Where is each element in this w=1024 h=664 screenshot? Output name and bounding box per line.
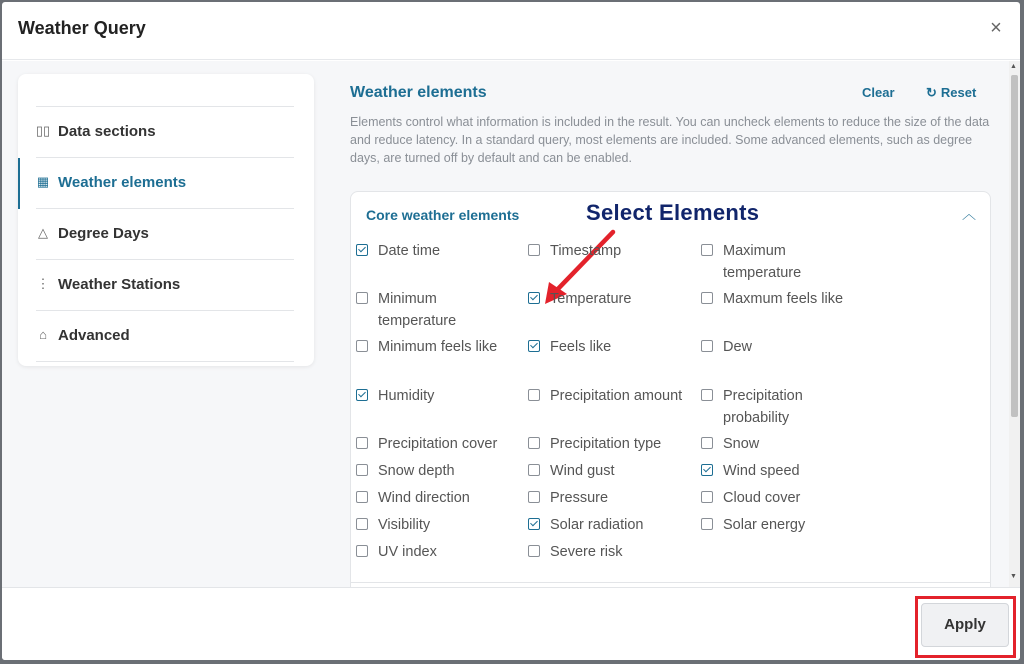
sidebar-item-label: Weather elements: [58, 174, 187, 191]
scroll-thumb[interactable]: [1011, 75, 1018, 417]
checkbox-unchecked-icon[interactable]: [701, 244, 713, 256]
sidebar-item-weather-elements[interactable]: [18, 158, 314, 209]
checkbox-unchecked-icon[interactable]: [356, 518, 368, 530]
chevron-up-icon[interactable]: ︿: [962, 206, 976, 222]
element-label: Wind gust: [550, 463, 615, 479]
sidebar: [18, 74, 314, 366]
clear-button[interactable]: Clear: [862, 85, 895, 100]
dialog-header: [2, 2, 1020, 60]
divider: [351, 582, 990, 583]
checkbox-checked-icon[interactable]: [701, 464, 713, 476]
sidebar-item-weather-stations[interactable]: [18, 260, 314, 311]
element-label: Precipitation amount: [550, 388, 683, 404]
checkbox-unchecked-icon[interactable]: [356, 491, 368, 503]
checkbox-unchecked-icon[interactable]: [356, 292, 368, 304]
element-label: UV index: [378, 544, 437, 560]
sidebar-item-label: Weather Stations: [58, 276, 181, 293]
checkbox-unchecked-icon[interactable]: [701, 491, 713, 503]
checkbox-unchecked-icon[interactable]: [701, 518, 713, 530]
checkbox-unchecked-icon[interactable]: [528, 244, 540, 256]
annotation-label: Select Elements: [586, 200, 760, 225]
sidebar-item-degree-days[interactable]: [18, 209, 314, 260]
checkbox-unchecked-icon[interactable]: [528, 545, 540, 557]
element-label: Date time: [378, 243, 441, 259]
refresh-icon: ↻: [926, 85, 937, 100]
checkbox-checked-icon[interactable]: [528, 518, 540, 530]
element-label: Timestamp: [550, 243, 622, 259]
dialog-body: [2, 61, 1020, 587]
checkbox-unchecked-icon[interactable]: [528, 464, 540, 476]
element-label: Dew: [723, 339, 753, 355]
core-elements-card: [350, 191, 991, 611]
element-label: Maximum temperature: [723, 243, 802, 281]
section-title: Weather elements: [350, 84, 487, 101]
element-label: Severe risk: [550, 544, 623, 560]
element-label: Wind direction: [378, 490, 470, 506]
element-label: Minimum feels like: [378, 339, 498, 355]
element-label: Solar energy: [723, 517, 806, 533]
element-label: Minimum temperature: [378, 291, 457, 329]
sidebar-item-label: Advanced: [58, 327, 130, 344]
element-label: Solar radiation: [550, 517, 644, 533]
apply-button[interactable]: Apply: [921, 603, 1009, 647]
checkbox-unchecked-icon[interactable]: [356, 545, 368, 557]
checkbox-unchecked-icon[interactable]: [356, 340, 368, 352]
weather-query-dialog: [2, 2, 1020, 660]
section-description: Elements control what information is included in the result. You can uncheck elements to reduce the size of the data and reduce latency. In a standard query, most elements are included. Some advanced elements, such as degree days, are turned off by default and can be enabled.: [350, 115, 990, 165]
checkbox-unchecked-icon[interactable]: [701, 389, 713, 401]
element-label: Maxmum feels like: [723, 291, 844, 307]
scrollbar[interactable]: [1009, 61, 1020, 587]
checkbox-checked-icon[interactable]: [528, 292, 540, 304]
more-vertical-icon: ⋮: [36, 276, 50, 291]
element-label: Humidity: [378, 388, 435, 404]
sidebar-item-label: Degree Days: [58, 225, 149, 242]
element-label: Pressure: [550, 490, 609, 506]
divider: [36, 361, 294, 362]
close-icon[interactable]: ×: [990, 17, 1002, 39]
element-label: Snow depth: [378, 463, 455, 479]
checkbox-unchecked-icon[interactable]: [701, 340, 713, 352]
element-label: Precipitation cover: [378, 436, 498, 452]
reset-button[interactable]: [926, 85, 976, 101]
element-label: Cloud cover: [723, 490, 801, 506]
sidebar-item-data-sections[interactable]: [18, 107, 314, 158]
element-label: Feels like: [550, 339, 612, 355]
grid-icon: ▦: [36, 174, 50, 189]
checkbox-unchecked-icon[interactable]: [701, 437, 713, 449]
dialog-footer: [2, 587, 1020, 660]
checkbox-unchecked-icon[interactable]: [528, 437, 540, 449]
checkbox-checked-icon[interactable]: [528, 340, 540, 352]
element-label: Temperature: [550, 291, 632, 307]
checkbox-unchecked-icon[interactable]: [701, 292, 713, 304]
scroll-down-icon[interactable]: ▼: [1010, 573, 1017, 580]
bell-icon: △: [38, 225, 48, 240]
element-label: Visibility: [378, 517, 431, 533]
reset-label: Reset: [940, 85, 977, 100]
checkbox-unchecked-icon[interactable]: [528, 389, 540, 401]
element-label: Precipitation probability: [723, 388, 803, 426]
element-label: Snow: [723, 436, 760, 452]
layout-icon: ▯▯: [35, 123, 51, 138]
element-label: Wind speed: [723, 463, 800, 479]
scroll-up-icon[interactable]: ▲: [1010, 63, 1017, 70]
checkbox-checked-icon[interactable]: [356, 389, 368, 401]
sidebar-item-label: Data sections: [58, 123, 156, 140]
main-panel: [349, 61, 1009, 587]
checkbox-unchecked-icon[interactable]: [356, 437, 368, 449]
sidebar-item-advanced[interactable]: [18, 311, 314, 362]
graduation-cap-icon: ⌂: [39, 327, 47, 342]
checkbox-unchecked-icon[interactable]: [528, 491, 540, 503]
dialog-title: Weather Query: [18, 18, 146, 38]
checkbox-unchecked-icon[interactable]: [356, 464, 368, 476]
element-label: Precipitation type: [550, 436, 662, 452]
checkbox-checked-icon[interactable]: [356, 244, 368, 256]
card-title: Core weather elements: [366, 207, 520, 223]
